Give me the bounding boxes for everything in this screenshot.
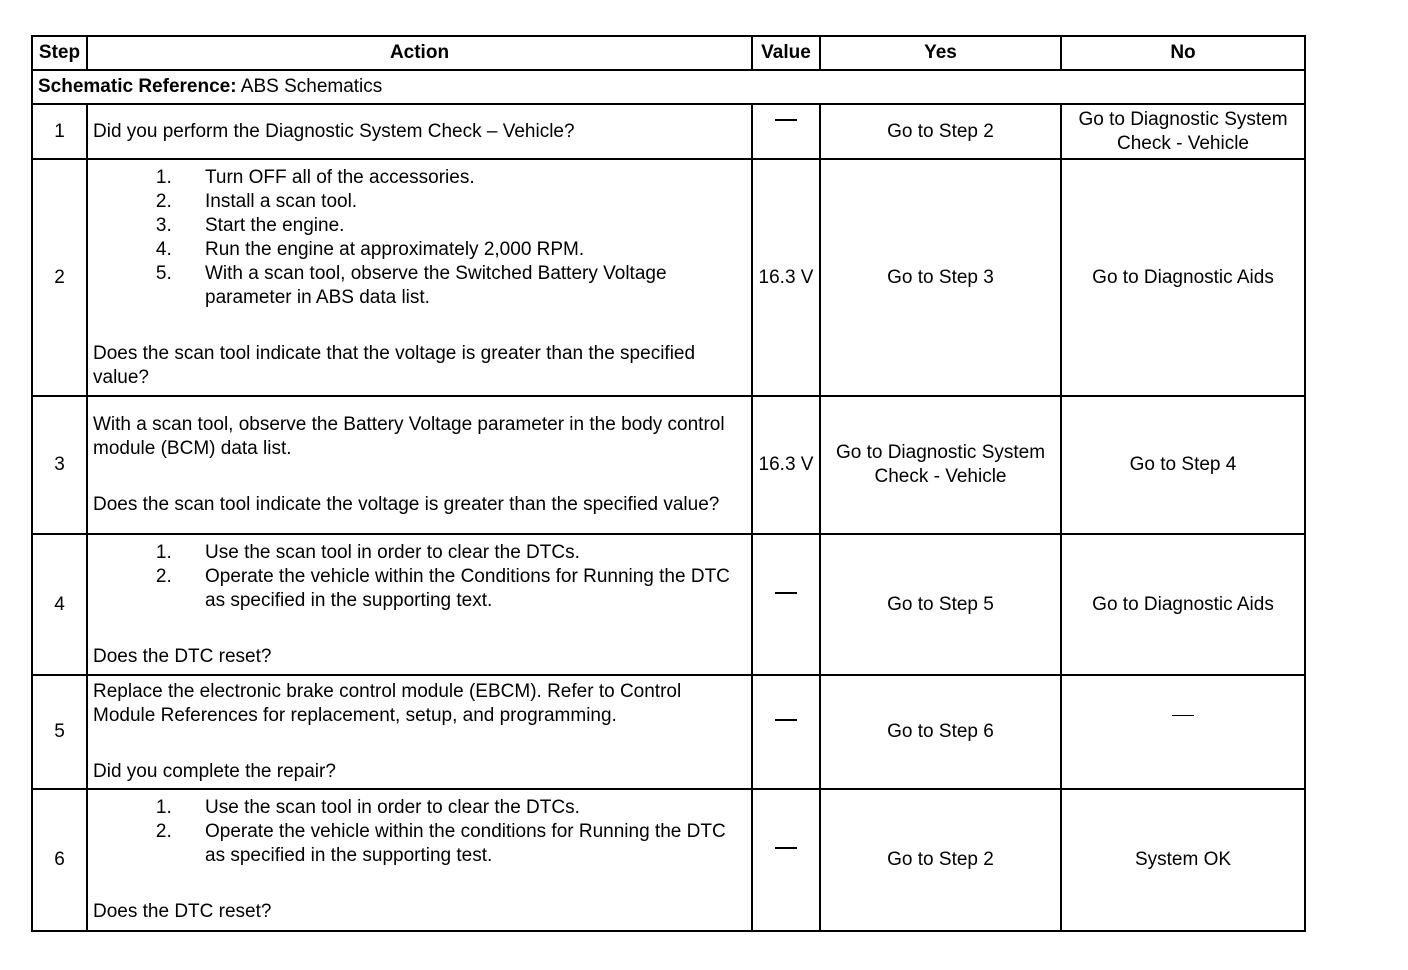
no-cell xyxy=(1062,676,1304,790)
step-number: 1 xyxy=(33,105,88,160)
value-cell xyxy=(753,535,821,676)
value-cell: 16.3 V xyxy=(753,397,821,535)
table-row-step-6 xyxy=(33,790,1304,930)
header-value: Value xyxy=(753,37,821,71)
no-cell[interactable]: Go to Diagnostic Aids xyxy=(1062,535,1304,676)
value-dash xyxy=(775,592,797,618)
action-cell: Did you perform the Diagnostic System Check – Vehicle? xyxy=(88,105,753,160)
step-number: 4 xyxy=(33,535,88,676)
value-dash xyxy=(775,847,797,873)
yes-cell[interactable]: Go to Step 5 xyxy=(821,535,1062,676)
action-cell xyxy=(88,397,753,535)
no-cell[interactable]: Go to Step 4 xyxy=(1062,397,1304,535)
action-text: Replace the electronic brake control module (EBCM). Refer to Control Module References for replacement, setup, and programming. xyxy=(93,681,682,726)
diagnostic-table xyxy=(31,35,1306,932)
action-step: 1. Use the scan tool in order to clear the DTCs. xyxy=(177,541,746,565)
action-cell xyxy=(88,676,753,790)
step-number: 3 xyxy=(33,397,88,535)
schematic-reference-row xyxy=(33,71,1304,105)
table-row-step-2 xyxy=(33,160,1304,397)
action-question: Does the DTC reset? xyxy=(93,645,272,667)
yes-cell[interactable]: Go to Step 2 xyxy=(821,790,1062,930)
header-action: Action xyxy=(88,37,753,71)
table-row-step-4 xyxy=(33,535,1304,676)
action-step: 4. Run the engine at approximately 2,000 RPM. xyxy=(177,238,746,262)
schematic-reference-label: Schematic Reference: xyxy=(38,76,237,97)
value-dash xyxy=(775,119,797,145)
action-question: Does the scan tool indicate the voltage is greater than the specified value? xyxy=(93,494,720,515)
action-cell xyxy=(88,790,753,930)
value-cell xyxy=(753,105,821,160)
schematic-reference-link[interactable]: ABS Schematics xyxy=(240,76,383,97)
action-text: With a scan tool, observe the Battery Voltage parameter in the body control module (BCM) data list. xyxy=(93,414,725,459)
no-cell[interactable]: Go to Diagnostic System Check - Vehicle xyxy=(1062,105,1304,160)
value-cell xyxy=(753,676,821,790)
action-steps-list xyxy=(93,796,746,868)
header-step: Step xyxy=(33,37,88,71)
action-cell xyxy=(88,535,753,676)
step-number: 6 xyxy=(33,790,88,930)
action-steps-list xyxy=(93,541,746,613)
table-row-step-1 xyxy=(33,105,1304,160)
action-steps-list xyxy=(93,166,746,310)
header-no: No xyxy=(1062,37,1304,71)
yes-cell[interactable]: Go to Step 6 xyxy=(821,676,1062,790)
step-number: 2 xyxy=(33,160,88,397)
yes-cell[interactable]: Go to Diagnostic System Check - Vehicle xyxy=(821,397,1062,535)
step-number: 5 xyxy=(33,676,88,790)
no-cell[interactable]: System OK xyxy=(1134,849,1232,870)
action-step: 5. With a scan tool, observe the Switched Battery Voltage parameter in ABS data list. xyxy=(177,262,746,310)
yes-cell[interactable]: Go to Step 2 xyxy=(821,105,1062,160)
schematic-reference xyxy=(33,71,1304,105)
no-dash xyxy=(1172,715,1194,740)
action-question: Does the scan tool indicate that the voltage is greater than the specified value? xyxy=(93,342,696,388)
no-cell[interactable]: Go to Diagnostic Aids xyxy=(1062,160,1304,397)
header-yes: Yes xyxy=(821,37,1062,71)
action-step: 3. Start the engine. xyxy=(177,214,746,238)
table-row-step-5 xyxy=(33,676,1304,790)
action-step: 2. Operate the vehicle within the conditions for Running the DTC as specified in the supporting test. xyxy=(177,820,746,868)
action-step: 1. Turn OFF all of the accessories. xyxy=(177,166,746,190)
action-question: Did you complete the repair? xyxy=(93,761,336,782)
action-step: 2. Install a scan tool. xyxy=(177,190,746,214)
action-step: 1. Use the scan tool in order to clear the DTCs. xyxy=(177,796,746,820)
value-cell xyxy=(753,790,821,930)
yes-cell[interactable]: Go to Step 3 xyxy=(821,160,1062,397)
value-cell: 16.3 V xyxy=(753,160,821,397)
action-cell xyxy=(88,160,753,397)
action-step: 2. Operate the vehicle within the Conditions for Running the DTC as specified in the supporting text. xyxy=(177,565,746,613)
value-dash xyxy=(775,719,797,745)
header-row xyxy=(33,37,1304,71)
action-question: Does the DTC reset? xyxy=(93,901,272,922)
table-row-step-3 xyxy=(33,397,1304,535)
